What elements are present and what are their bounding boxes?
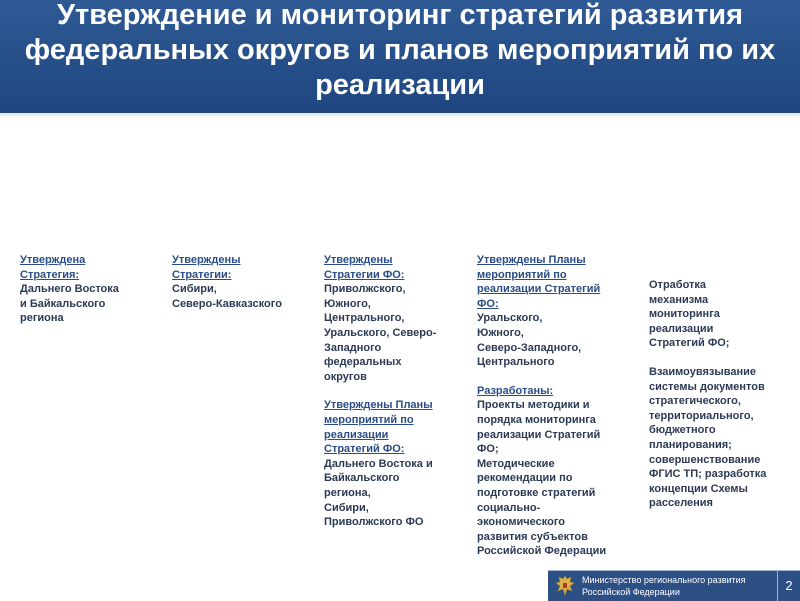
column-text-integration: Взаимоувязывание системы документов стратегического, территориального, бюджетного планирования; совершенствование ФГИС ТП; разработка концепции Схемы расселения [649, 365, 767, 510]
column-text: Отработка механизма мониторинга реализации Стратегий ФО; [649, 279, 730, 350]
column-text: Сибири, Северо-Кавказского [172, 283, 282, 310]
column-text-plans: Дальнего Востока и Байкальского региона, Сибири, Приволжского ФО [324, 457, 433, 529]
column-heading: Утверждена Стратегия: [20, 254, 86, 281]
column-heading-plans: Утверждены Планы мероприятий по реализации Стратегий ФО: [324, 399, 433, 456]
column-monitoring [649, 278, 794, 511]
column-text-developed: Проекты методики и порядка мониторинга реализации Стратегий ФО; Методические рекомендации по подготовке стратегий социально- экономического развития субъектов Российской Федерации [477, 399, 607, 558]
column-heading: Утверждены Планы мероприятий по реализации Стратегий ФО: [477, 254, 601, 310]
title-banner [0, 0, 800, 116]
page-number: 2 [777, 571, 800, 601]
column-text: Дальнего Востока и Байкальского региона [20, 283, 119, 325]
column-siberia [172, 253, 312, 311]
ministry-name: Министерство регионального развития Российской Федерации [582, 575, 746, 597]
column-heading: Утверждены Стратегии: [172, 254, 241, 281]
page-title: Утверждение и мониторинг стратегий развития федеральных округов и планов мероприятий по их реализации [24, 0, 776, 101]
column-text: Приволжского, Южного, Центрального, Уральского, Северо- Западного федеральных округов [324, 283, 437, 383]
column-far-east [20, 253, 150, 326]
coat-of-arms-icon [554, 574, 576, 598]
column-heading-developed: Разработаны: [477, 384, 554, 397]
column-plans-developed [477, 253, 627, 559]
ministry-footer [548, 570, 800, 601]
column-text: Уральского, Южного, Северо-Западного, Центрального [477, 312, 582, 369]
column-federal-districts [324, 253, 464, 530]
column-heading: Утверждены Стратегии ФО: [324, 254, 405, 281]
